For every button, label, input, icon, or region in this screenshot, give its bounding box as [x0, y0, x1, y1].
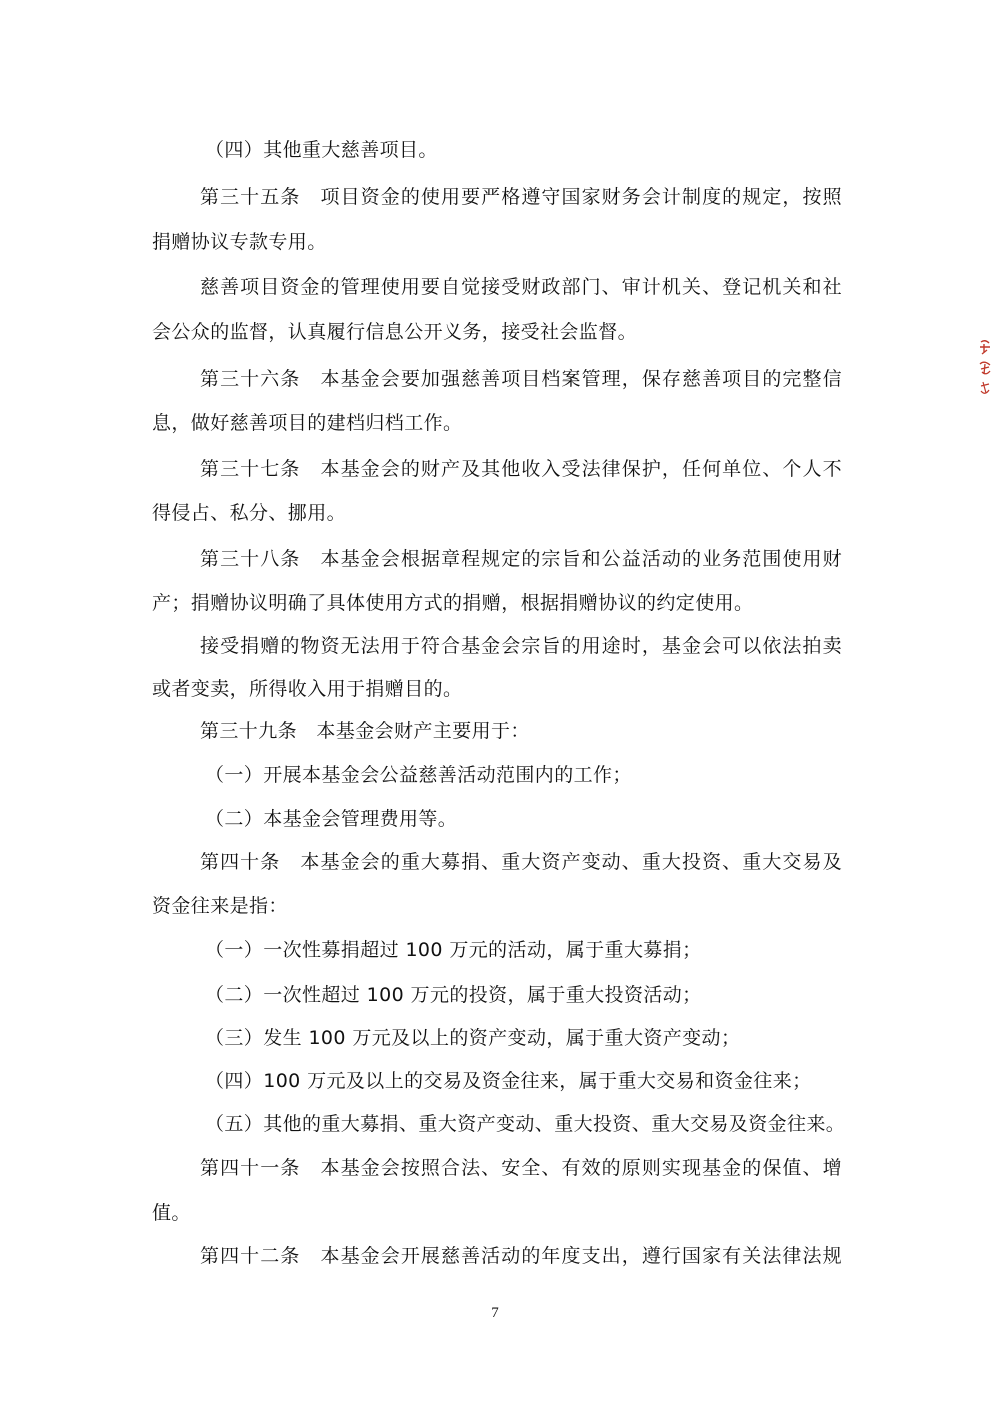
article-39-line: 第三十九条 本基金会财产主要用于： — [200, 720, 530, 742]
article-38-line-2: 产；捐赠协议明确了具体使用方式的捐赠，根据捐赠协议的约定使用。 — [152, 592, 754, 614]
text-line: （二）本基金会管理费用等。 — [205, 808, 458, 830]
seal-stamp-fragment — [978, 338, 992, 400]
article-40-line-2: 资金往来是指： — [152, 895, 288, 917]
article-37-line-1: 第三十七条 本基金会的财产及其他收入受法律保护，任何单位、个人不 — [200, 458, 842, 480]
text-line: （四）其他重大慈善项目。 — [205, 139, 438, 161]
text-line: （一）开展本基金会公益慈善活动范围内的工作； — [205, 764, 632, 786]
article-38-line-1: 第三十八条 本基金会根据章程规定的宗旨和公益活动的业务范围使用财 — [200, 548, 842, 570]
text-line: 或者变卖，所得收入用于捐赠目的。 — [152, 678, 463, 700]
text-line: （三）发生 100 万元及以上的资产变动，属于重大资产变动； — [205, 1027, 741, 1049]
article-35-line-2: 捐赠协议专款专用。 — [152, 231, 327, 253]
text-line: （二）一次性超过 100 万元的投资，属于重大投资活动； — [205, 984, 702, 1006]
article-36-line-2: 息，做好慈善项目的建档归档工作。 — [152, 412, 463, 434]
article-36-line-1: 第三十六条 本基金会要加强慈善项目档案管理，保存慈善项目的完整信 — [200, 368, 842, 390]
text-line: （四）100 万元及以上的交易及资金往来，属于重大交易和资金往来； — [205, 1070, 812, 1092]
article-35-line-1: 第三十五条 项目资金的使用要严格遵守国家财务会计制度的规定，按照 — [200, 186, 842, 208]
article-41-line-2: 值。 — [152, 1202, 191, 1224]
text-line: （五）其他的重大募捐、重大资产变动、重大投资、重大交易及资金往来。 — [205, 1113, 846, 1135]
text-line: （一）一次性募捐超过 100 万元的活动，属于重大募捐； — [205, 939, 702, 961]
article-42-line-1: 第四十二条 本基金会开展慈善活动的年度支出，遵行国家有关法律法规 — [200, 1245, 842, 1267]
page-number: 7 — [491, 1305, 499, 1321]
text-line: 接受捐赠的物资无法用于符合基金会宗旨的用途时，基金会可以依法拍卖 — [200, 635, 842, 657]
text-line: 会公众的监督，认真履行信息公开义务，接受社会监督。 — [152, 321, 638, 343]
article-40-line-1: 第四十条 本基金会的重大募捐、重大资产变动、重大投资、重大交易及 — [200, 851, 842, 873]
article-37-line-2: 得侵占、私分、挪用。 — [152, 502, 347, 524]
text-line: 慈善项目资金的管理使用要自觉接受财政部门、审计机关、登记机关和社 — [200, 276, 842, 298]
article-41-line-1: 第四十一条 本基金会按照合法、安全、有效的原则实现基金的保值、增 — [200, 1157, 842, 1179]
